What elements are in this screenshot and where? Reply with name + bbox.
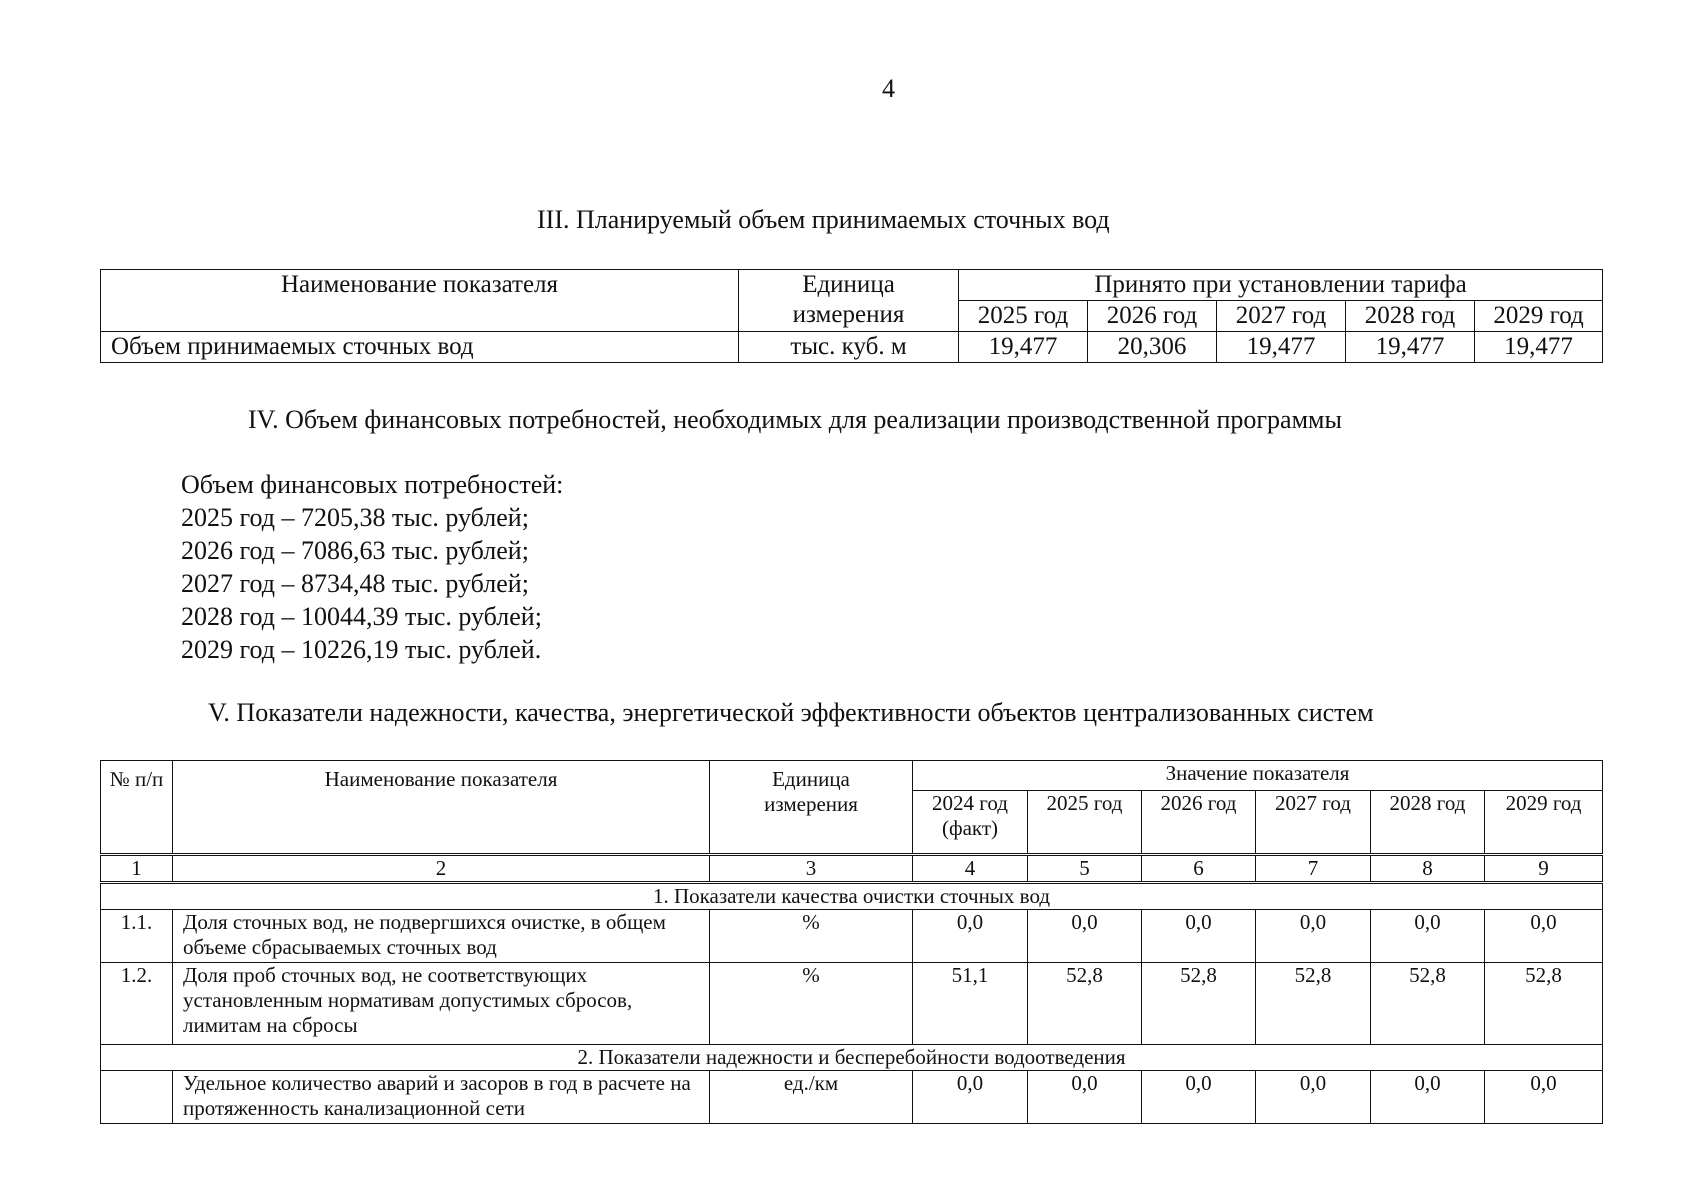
financial-needs-line: 2029 год – 10226,19 тыс. рублей. xyxy=(181,635,542,664)
financial-needs-line: 2026 год – 7086,63 тыс. рублей; xyxy=(181,536,529,565)
row-value: 0,0 xyxy=(1256,910,1371,963)
row-value: 0,0 xyxy=(1028,1071,1142,1124)
row-name: Объем принимаемых сточных вод xyxy=(101,332,739,363)
header-unit: Единица измерения xyxy=(710,761,913,855)
row-value: 0,0 xyxy=(1028,910,1142,963)
header-unit: Единица измерения xyxy=(739,270,959,332)
row-value: 0,0 xyxy=(1485,1071,1603,1124)
table-header-row xyxy=(101,270,1603,301)
column-number: 1 xyxy=(101,855,173,883)
header-year: 2024 год (факт) xyxy=(913,791,1028,855)
header-year: 2026 год xyxy=(1088,301,1217,332)
row-unit: тыс. куб. м xyxy=(739,332,959,363)
group-row xyxy=(101,1045,1603,1071)
header-year: 2025 год xyxy=(1028,791,1142,855)
header-year: 2028 год xyxy=(1371,791,1485,855)
column-numbers-row xyxy=(101,855,1603,883)
row-value: 19,477 xyxy=(1475,332,1603,363)
table-row xyxy=(101,910,1603,963)
column-number: 7 xyxy=(1256,855,1371,883)
row-value: 52,8 xyxy=(1485,963,1603,1045)
row-value: 52,8 xyxy=(1142,963,1256,1045)
column-number: 4 xyxy=(913,855,1028,883)
row-number xyxy=(101,1071,173,1124)
row-value: 20,306 xyxy=(1088,332,1217,363)
group-title: 2. Показатели надежности и бесперебойности водоотведения xyxy=(101,1045,1603,1071)
row-value: 0,0 xyxy=(1256,1071,1371,1124)
row-unit: % xyxy=(710,910,913,963)
row-name: Доля сточных вод, не подвергшихся очистке, в общем объеме сбрасываемых сточных вод xyxy=(173,910,710,963)
column-number: 6 xyxy=(1142,855,1256,883)
row-value: 0,0 xyxy=(1371,1071,1485,1124)
header-indicator-name: Наименование показателя xyxy=(101,270,739,332)
table-row xyxy=(101,1071,1603,1124)
header-year: 2025 год xyxy=(959,301,1088,332)
row-name: Доля проб сточных вод, не соответствующих установленным нормативам допустимых сбросов, лимитам на сбросы xyxy=(173,963,710,1045)
row-value: 0,0 xyxy=(1142,910,1256,963)
column-number: 5 xyxy=(1028,855,1142,883)
row-value: 52,8 xyxy=(1028,963,1142,1045)
row-value: 19,477 xyxy=(1346,332,1475,363)
row-value: 0,0 xyxy=(913,910,1028,963)
planned-volume-table xyxy=(100,269,1603,363)
row-value: 0,0 xyxy=(1142,1071,1256,1124)
financial-needs-line: 2025 год – 7205,38 тыс. рублей; xyxy=(181,503,529,532)
column-number: 9 xyxy=(1485,855,1603,883)
row-name: Удельное количество аварий и засоров в год в расчете на протяженность канализационной сети xyxy=(173,1071,710,1124)
row-unit: % xyxy=(710,963,913,1045)
financial-needs-line: 2028 год – 10044,39 тыс. рублей; xyxy=(181,602,542,631)
row-value: 52,8 xyxy=(1256,963,1371,1045)
section-5-title: V. Показатели надежности, качества, энергетической эффективности объектов централизованных систем xyxy=(208,698,1374,727)
indicators-table xyxy=(100,760,1603,1124)
table-header-row xyxy=(101,761,1603,791)
column-number: 3 xyxy=(710,855,913,883)
group-title: 1. Показатели качества очистки сточных вод xyxy=(101,883,1603,910)
column-number: 8 xyxy=(1371,855,1485,883)
table-row xyxy=(101,332,1603,363)
financial-needs-line: 2027 год – 8734,48 тыс. рублей; xyxy=(181,569,529,598)
header-indicator-name: Наименование показателя xyxy=(173,761,710,855)
section-3-title: III. Планируемый объем принимаемых сточных вод xyxy=(537,205,1110,234)
header-year: 2026 год xyxy=(1142,791,1256,855)
financial-needs-block xyxy=(181,468,563,666)
row-value: 51,1 xyxy=(913,963,1028,1045)
row-number: 1.2. xyxy=(101,963,173,1045)
row-value: 52,8 xyxy=(1371,963,1485,1045)
header-year: 2028 год xyxy=(1346,301,1475,332)
row-value: 19,477 xyxy=(1217,332,1346,363)
section-4-title: IV. Объем финансовых потребностей, необходимых для реализации производственной программы xyxy=(248,405,1342,434)
header-year: 2027 год xyxy=(1256,791,1371,855)
table-row xyxy=(101,963,1603,1045)
header-value-group: Значение показателя xyxy=(913,761,1603,791)
row-unit: ед./км xyxy=(710,1071,913,1124)
row-value: 19,477 xyxy=(959,332,1088,363)
page-number: 4 xyxy=(882,74,895,103)
header-tariff-group: Принято при установлении тарифа xyxy=(959,270,1603,301)
row-value: 0,0 xyxy=(1371,910,1485,963)
row-value: 0,0 xyxy=(1485,910,1603,963)
header-year: 2027 год xyxy=(1217,301,1346,332)
row-number: 1.1. xyxy=(101,910,173,963)
column-number: 2 xyxy=(173,855,710,883)
financial-needs-intro: Объем финансовых потребностей: xyxy=(181,470,564,499)
header-number: № п/п xyxy=(101,761,173,855)
row-value: 0,0 xyxy=(913,1071,1028,1124)
header-year: 2029 год xyxy=(1475,301,1603,332)
group-row xyxy=(101,883,1603,910)
header-year: 2029 год xyxy=(1485,791,1603,855)
